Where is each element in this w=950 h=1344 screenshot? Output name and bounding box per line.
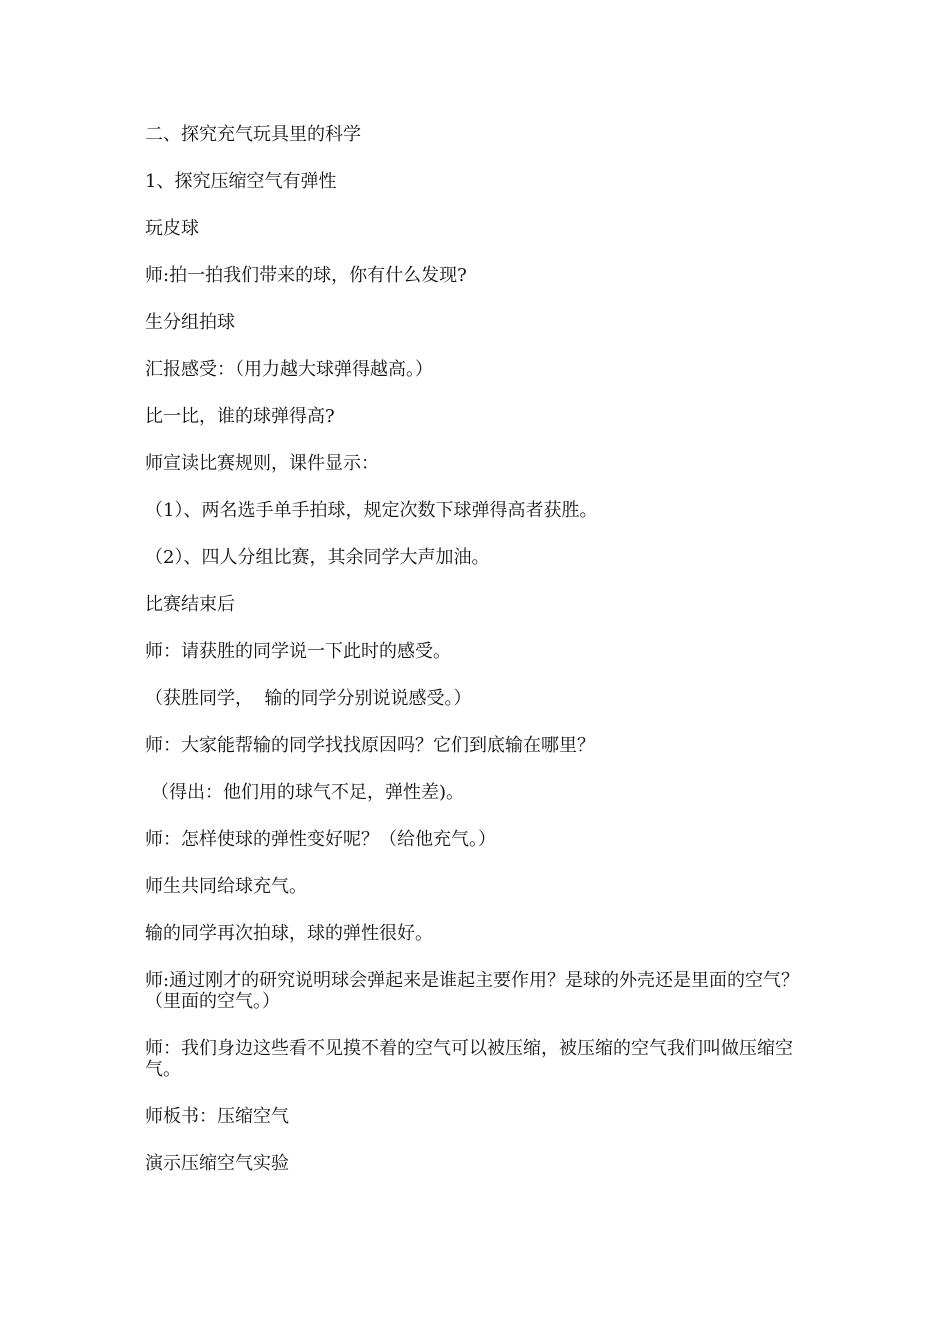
paragraph: 师宣读比赛规则，课件显示： (145, 453, 379, 474)
paragraph: （得出：他们用的球气不足，弹性差)。 (151, 782, 465, 803)
rule-item: （2）、四人分组比赛，其余同学大声加油。 (145, 547, 490, 568)
paragraph: 输的同学再次拍球，球的弹性很好。 (145, 923, 433, 944)
subsection-heading: 1、探究压缩空气有弹性 (145, 171, 337, 192)
paragraph: 师板书：压缩空气 (145, 1106, 289, 1127)
paragraph: 师：请获胜的同学说一下此时的感受。 (145, 641, 451, 662)
paragraph: 演示压缩空气实验 (145, 1153, 289, 1174)
paragraph: 师：我们身边这些看不见摸不着的空气可以被压缩，被压缩的空气我们叫做压缩空气。 (145, 1038, 793, 1080)
paragraph: 师生共同给球充气。 (145, 876, 307, 897)
paragraph: 师：大家能帮输的同学找找原因吗？它们到底输在哪里？ (145, 735, 595, 756)
paragraph: 师：怎样使球的弹性变好呢？（给他充气。） (145, 829, 496, 850)
paragraph: 汇报感受：（用力越大球弹得越高。） (145, 359, 433, 380)
paragraph: 生分组拍球 (145, 312, 235, 333)
paragraph: 比一比，谁的球弹得高? (145, 406, 335, 427)
paragraph: 玩皮球 (145, 218, 199, 239)
paragraph: 师:拍一拍我们带来的球，你有什么发现? (145, 265, 467, 286)
paragraph: （获胜同学， 输的同学分别说说感受。） (145, 688, 472, 709)
document-body (145, 124, 813, 1200)
rule-item: （1）、两名选手单手拍球，规定次数下球弹得高者获胜。 (145, 500, 598, 521)
section-heading: 二、探究充气玩具里的科学 (145, 124, 361, 145)
paragraph: 比赛结束后 (145, 594, 235, 615)
paragraph: 师:通过刚才的研究说明球会弹起来是谁起主要作用？是球的外壳还是里面的空气？（里面的空气。） (145, 970, 800, 1012)
